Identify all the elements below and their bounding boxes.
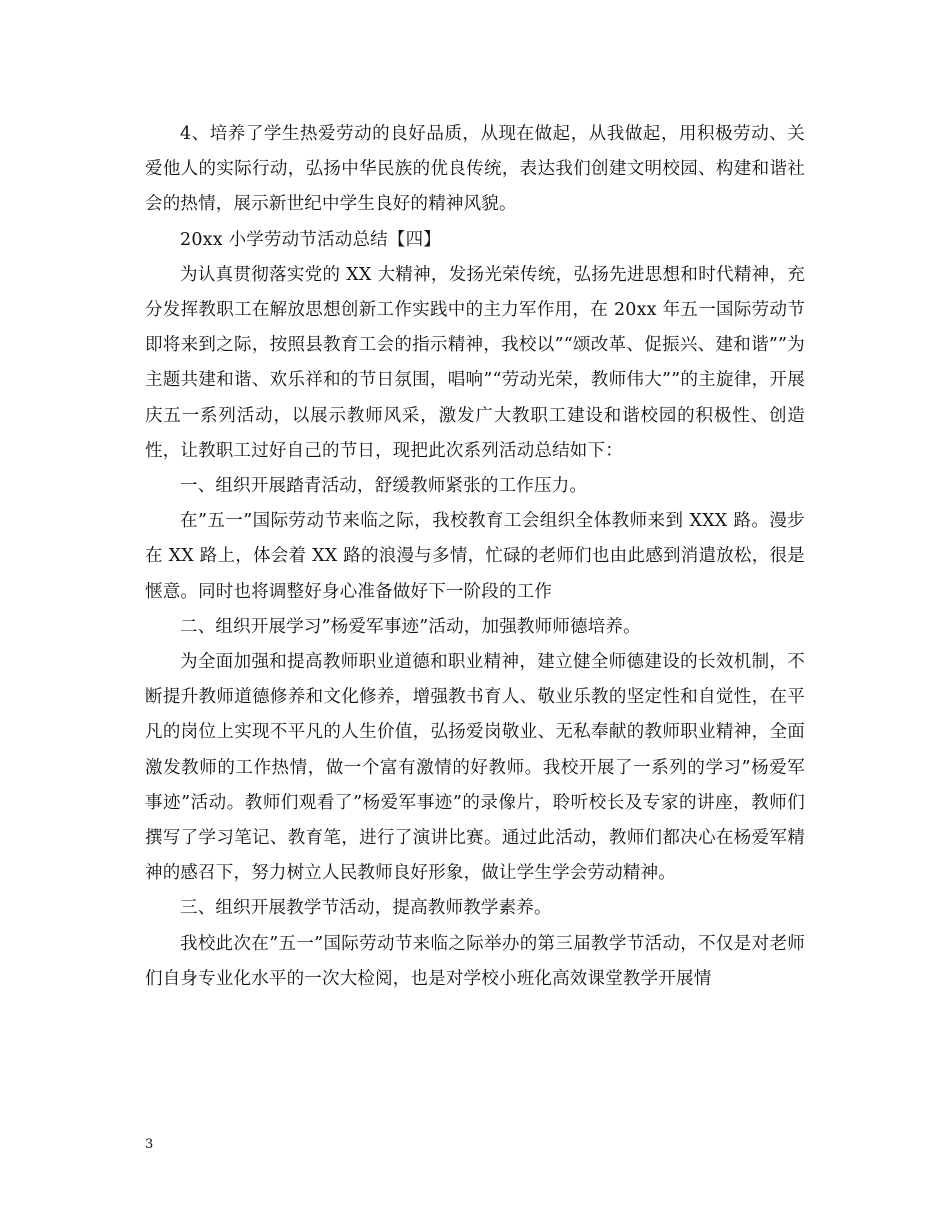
subheading-1: 一、组织开展踏青活动，舒缓教师紧张的工作压力。 (180, 476, 588, 497)
paragraph-intro: 为认真贯彻落实党的 XX 大精神，发扬光荣传统，弘扬先进思想和时代精神，充分发挥教职工在解放思想创新工作实践中的主力军作用，在 20xx 年五一国际劳动节即将来到之际，按照县教育工会的指示精神，我校以”“颂改革、促振兴、建和谐””为主题共建和谐、欢乐祥和的节日氛围，唱响”“劳动光荣，教师伟大””的主旋律，开展庆五一系列活动，以展示教师风采，激发广大教职工建设和谐校园的积极性、创造性，让教职工过好自己的节日，现把此次系列活动总结如下： (145, 264, 805, 461)
paragraph-outing: 在”五一”国际劳动节来临之际，我校教育工会组织全体教师来到 XXX 路。漫步在 XX 路上，体会着 XX 路的浪漫与多情，忙碌的老师们也由此感到消遣放松，很是惬意。同时也将调整好身心准备做好下一阶段的工作 (145, 511, 805, 602)
subheading-2: 二、组织开展学习”杨爱军事迹”活动，加强教师师德培养。 (180, 616, 641, 637)
paragraph-ethics: 为全面加强和提高教师职业道德和职业精神，建立健全师德建设的长效机制，不断提升教师道德修养和文化修养，增强教书育人、敬业乐教的坚定性和自觉性，在平凡的岗位上实现不平凡的人生价值，弘扬爱岗敬业、无私奉献的教师职业精神，全面激发教师的工作热情，做一个富有激情的好教师。我校开展了一系列的学习”杨爱军事迹”活动。教师们观看了”杨爱军事迹”的录像片，聆听校长及专家的讲座，教师们撰写了学习笔记、教育笔，进行了演讲比赛。通过此活动，教师们都决心在杨爱军精神的感召下，努力树立人民教师良好形象，做让学生学会劳动精神。 (145, 652, 805, 884)
section-heading-4: 20xx 小学劳动节活动总结【四】 (180, 229, 441, 250)
document-body (145, 117, 805, 997)
subheading-3: 三、组织开展教学节活动，提高教师教学素养。 (180, 898, 552, 919)
paragraph-1: 4、培养了学生热爱劳动的良好品质，从现在做起，从我做起，用积极劳动、关爱他人的实际行动，弘扬中华民族的优良传统，表达我们创建文明校园、构建和谐社会的热情，展示新世纪中学生良好的精神风貌。 (145, 124, 805, 215)
page-number: 3 (145, 1137, 154, 1152)
paragraph-teaching: 我校此次在”五一”国际劳动节来临之际举办的第三届教学节活动，不仅是对老师们自身专业化水平的一次大检阅，也是对学校小班化高效课堂教学开展情 (145, 933, 805, 989)
